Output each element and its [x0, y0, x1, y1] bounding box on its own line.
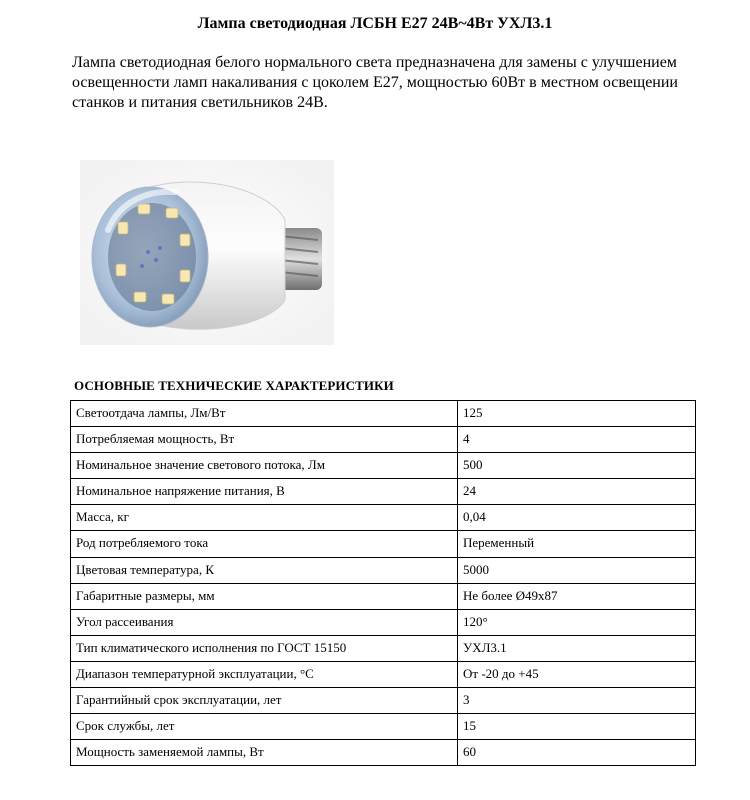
table-row [71, 505, 696, 531]
spec-value: 3 [458, 688, 696, 714]
spec-value: От -20 до +45 [458, 661, 696, 687]
spec-value: 0,04 [458, 505, 696, 531]
spec-param: Род потребляемого тока [71, 531, 458, 557]
table-row [71, 661, 696, 687]
spec-value: Переменный [458, 531, 696, 557]
spec-value: 120° [458, 609, 696, 635]
specs-table [70, 400, 696, 766]
spec-param: Номинальное напряжение питания, В [71, 479, 458, 505]
spec-param: Габаритные размеры, мм [71, 583, 458, 609]
table-row [71, 635, 696, 661]
table-row [71, 479, 696, 505]
spec-param: Угол рассеивания [71, 609, 458, 635]
table-row [71, 740, 696, 766]
spec-value: 15 [458, 714, 696, 740]
spec-value: 5000 [458, 557, 696, 583]
table-row [71, 714, 696, 740]
spec-value: 60 [458, 740, 696, 766]
spec-param: Светоотдача лампы, Лм/Вт [71, 401, 458, 427]
product-description: Лампа светодиодная белого нормального света предназначена для замены с улучшением освещенности ламп накаливания с цоколем Е27, мощностью 60Вт в местном освещении станков и питания светильников 24В. [72, 54, 678, 111]
spec-param: Мощность заменяемой лампы, Вт [71, 740, 458, 766]
spec-param: Номинальное значение светового потока, Лм [71, 453, 458, 479]
spec-param: Потребляемая мощность, Вт [71, 427, 458, 453]
spec-param: Масса, кг [71, 505, 458, 531]
table-row [71, 453, 696, 479]
table-row [71, 688, 696, 714]
spec-param: Тип климатического исполнения по ГОСТ 15150 [71, 635, 458, 661]
table-row [71, 401, 696, 427]
table-row [71, 557, 696, 583]
spec-value: 500 [458, 453, 696, 479]
table-row [71, 609, 696, 635]
table-row [71, 531, 696, 557]
table-row [71, 427, 696, 453]
spec-value: Не более Ø49х87 [458, 583, 696, 609]
spec-param: Цветовая температура, К [71, 557, 458, 583]
spec-value: 4 [458, 427, 696, 453]
section-heading: ОСНОВНЫЕ ТЕХНИЧЕСКИЕ ХАРАКТЕРИСТИКИ [74, 378, 394, 393]
spec-value: 125 [458, 401, 696, 427]
spec-param: Диапазон температурной эксплуатации, °С [71, 661, 458, 687]
table-row [71, 583, 696, 609]
spec-value: УХЛ3.1 [458, 635, 696, 661]
spec-value: 24 [458, 479, 696, 505]
led-lamp-photo [80, 160, 334, 345]
spec-param: Срок службы, лет [71, 714, 458, 740]
spec-param: Гарантийный срок эксплуатации, лет [71, 688, 458, 714]
page-title: Лампа светодиодная ЛСБН Е27 24В~4Вт УХЛ3.1 [197, 15, 553, 32]
